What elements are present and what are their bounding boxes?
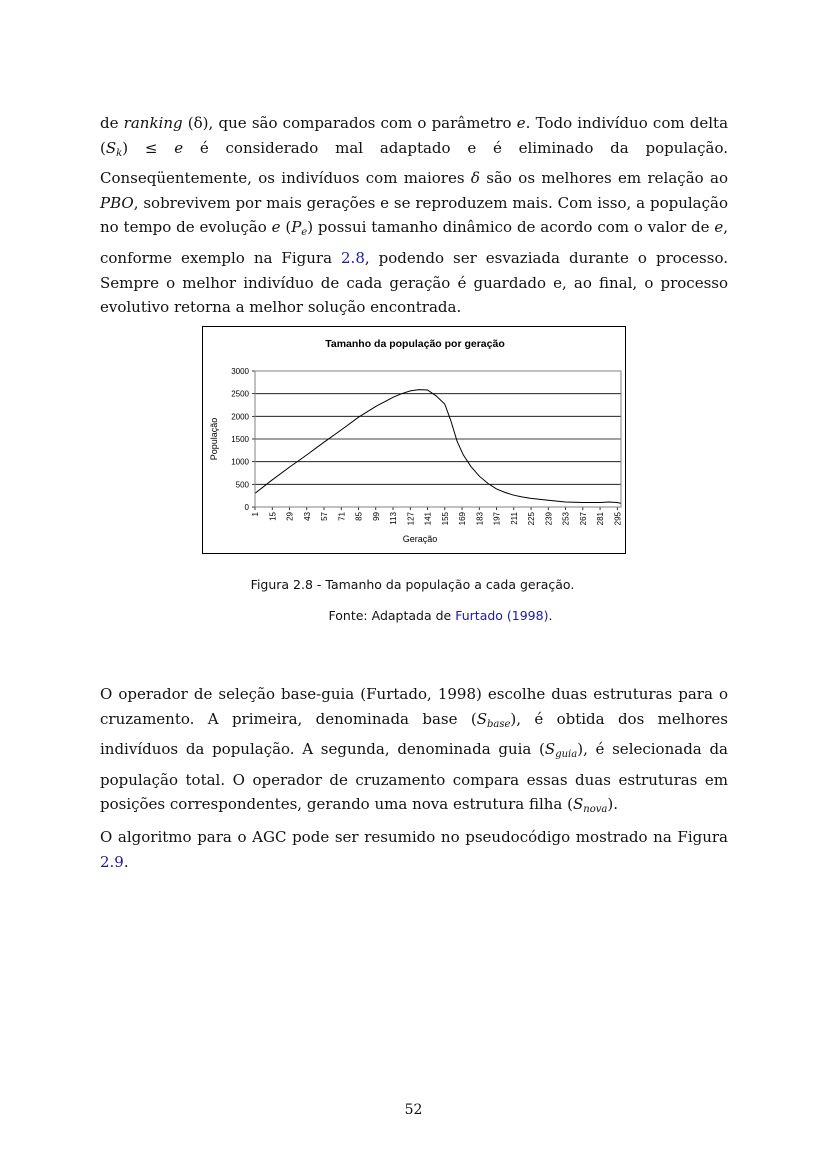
figure-reference-link[interactable]: 2.8 bbox=[341, 248, 365, 267]
x-tick-label: 141 bbox=[423, 512, 433, 526]
chart-title: Tamanho da população por geração bbox=[325, 338, 505, 350]
y-tick-label: 2000 bbox=[231, 412, 249, 422]
y-tick-label: 1000 bbox=[231, 457, 249, 467]
x-tick-label: 29 bbox=[285, 512, 295, 521]
x-tick-label: 113 bbox=[389, 512, 399, 525]
x-tick-label: 155 bbox=[440, 512, 450, 526]
x-tick-label: 281 bbox=[596, 512, 606, 526]
x-tick-label: 99 bbox=[371, 512, 381, 521]
x-tick-label: 295 bbox=[613, 512, 623, 526]
page-number: 52 bbox=[404, 1102, 423, 1118]
y-tick-label: 0 bbox=[244, 503, 249, 512]
x-tick-label: 169 bbox=[458, 512, 468, 526]
y-tick-label: 2500 bbox=[231, 389, 249, 399]
x-tick-label: 225 bbox=[527, 512, 537, 526]
x-tick-label: 253 bbox=[561, 512, 571, 526]
population-line-chart bbox=[203, 327, 627, 555]
figure-source: Fonte: Adaptada de Furtado (1998). bbox=[328, 608, 553, 623]
x-axis-label: Geração bbox=[402, 534, 438, 544]
x-tick-label: 1 bbox=[251, 512, 260, 517]
body-paragraph-2: O operador de seleção base-guia (Furtado, 1998) escolhe duas estruturas para o cruzamento. A primeira, denominada base $(S_{base})$, é obtida dos melhores indivíduos da população. A segunda, denominada guia $(S_{guia})$, é selecionada da população total. O operador de cruzamento compara essas duas estruturas em posições correspondentes, gerando uma nova estrutura filha $(S_{nova})$. bbox=[100, 685, 728, 816]
figure-caption: Figura 2.8 - Tamanho da população a cada geração. bbox=[250, 577, 575, 592]
x-tick-label: 85 bbox=[354, 512, 364, 521]
population-series-line bbox=[255, 390, 621, 504]
x-tick-labels bbox=[251, 507, 622, 525]
x-tick-label: 183 bbox=[475, 512, 485, 526]
body-paragraph-1: de ranking (δ), que são comparados com o parâmetro e. Todo indivíduo com delta $(S_k) \le e$ é considerado mal adaptado e é eliminado da população. Conseqüentemente, os indivíduos com maiores δ são os melhores em relação ao PBO, sobrevivem por mais gerações e se reproduzem mais. Com isso, a população no tempo de evolução e $(P_e)$ possui tamanho dinâmico de acordo com o valor de e, conforme exemplo na Figura 2.8, podendo ser esvaziada durante o processo. Sempre o melhor indivíduo de cada geração é guardado e, ao final, o processo evolutivo retorna a melhor solução encontrada. bbox=[100, 114, 729, 317]
gridlines bbox=[252, 371, 621, 507]
x-tick-label: 239 bbox=[544, 512, 554, 526]
y-tick-label: 1500 bbox=[231, 435, 249, 444]
x-tick-label: 57 bbox=[320, 512, 330, 521]
x-tick-label: 211 bbox=[509, 512, 519, 525]
figure-2-8-chart bbox=[202, 326, 626, 554]
y-axis-label: População bbox=[209, 417, 219, 461]
y-tick-labels bbox=[231, 367, 249, 512]
x-tick-label: 267 bbox=[578, 512, 588, 526]
body-paragraph-3: O algoritmo para o AGC pode ser resumido no pseudocódigo mostrado na Figura 2.9. bbox=[100, 828, 728, 871]
source-citation-link[interactable]: Furtado (1998) bbox=[455, 608, 549, 623]
x-tick-label: 15 bbox=[268, 512, 278, 521]
x-tick-label: 43 bbox=[302, 512, 312, 521]
y-tick-label: 500 bbox=[235, 480, 249, 490]
x-tick-label: 71 bbox=[337, 512, 347, 521]
x-tick-label: 197 bbox=[492, 512, 502, 526]
x-tick-label: 127 bbox=[406, 512, 416, 526]
figure-reference-link[interactable]: 2.9 bbox=[100, 852, 124, 871]
y-tick-label: 3000 bbox=[231, 367, 249, 376]
